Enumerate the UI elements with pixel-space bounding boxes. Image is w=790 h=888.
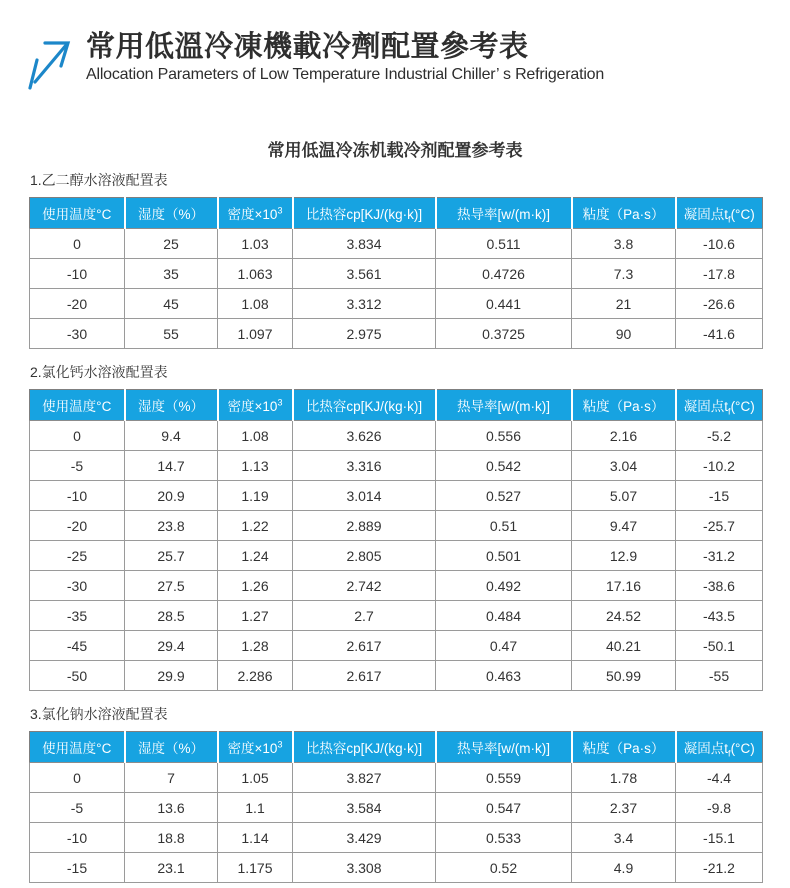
table-cell: 1.19 — [218, 481, 293, 511]
table-cell: 3.014 — [293, 481, 436, 511]
table-cell: -9.8 — [676, 793, 763, 823]
column-header: 热导率[w/(m·k)] — [436, 198, 572, 229]
table-cell: 0.441 — [436, 289, 572, 319]
table-cell: -15 — [30, 853, 125, 883]
table-cell: -25 — [30, 541, 125, 571]
table-cell: -41.6 — [676, 319, 763, 349]
table-row — [30, 853, 763, 883]
column-header: 比热容cp[KJ/(kg·k)] — [293, 390, 436, 421]
column-header: 使用温度°C — [30, 390, 125, 421]
table-cell: -30 — [30, 571, 125, 601]
table-cell: 14.7 — [125, 451, 218, 481]
table-cell: 0.4726 — [436, 259, 572, 289]
table-cell: 2.975 — [293, 319, 436, 349]
table-cell: 2.889 — [293, 511, 436, 541]
column-header: 比热容cp[KJ/(kg·k)] — [293, 732, 436, 763]
table-cell: 7 — [125, 763, 218, 793]
table-cell: 0.542 — [436, 451, 572, 481]
table-cell: 1.097 — [218, 319, 293, 349]
table-cell: 0.511 — [436, 229, 572, 259]
table-cell: 1.27 — [218, 601, 293, 631]
sections-container — [0, 170, 790, 883]
table-cell: -35 — [30, 601, 125, 631]
table-cell: 25 — [125, 229, 218, 259]
table-cell: -43.5 — [676, 601, 763, 631]
table-cell: 1.05 — [218, 763, 293, 793]
section-2 — [29, 362, 790, 691]
column-header: 湿度（%） — [125, 390, 218, 421]
section-1 — [29, 170, 790, 349]
table-cell: 18.8 — [125, 823, 218, 853]
table-cell: 1.22 — [218, 511, 293, 541]
page-subtitle: Allocation Parameters of Low Temperature Industrial Chiller’ s Refrigeration — [86, 66, 605, 83]
table-cell: 20.9 — [125, 481, 218, 511]
table-cell: 2.805 — [293, 541, 436, 571]
table-header-row — [30, 732, 763, 763]
table-cell: -38.6 — [676, 571, 763, 601]
table-cell: 25.7 — [125, 541, 218, 571]
header-text — [86, 30, 604, 84]
page-title: 常用低溫冷凍機載冷劑配置參考表 — [86, 31, 529, 63]
table-cell: -31.2 — [676, 541, 763, 571]
column-header: 粘度（Pa·s） — [572, 390, 676, 421]
table-cell: -55 — [676, 661, 763, 691]
table-cell: 1.13 — [218, 451, 293, 481]
table-cell: 3.8 — [572, 229, 676, 259]
table-cell: 29.9 — [125, 661, 218, 691]
table-cell: -10 — [30, 481, 125, 511]
table-cell: 0.559 — [436, 763, 572, 793]
table-cell: 1.24 — [218, 541, 293, 571]
column-header: 粘度（Pa·s） — [572, 198, 676, 229]
table-cell: 3.561 — [293, 259, 436, 289]
table-cell: 13.6 — [125, 793, 218, 823]
table-cell: 45 — [125, 289, 218, 319]
table-cell: 0.492 — [436, 571, 572, 601]
table-cell: 2.286 — [218, 661, 293, 691]
table-cell: 0.484 — [436, 601, 572, 631]
table-cell: -20 — [30, 511, 125, 541]
table-row — [30, 571, 763, 601]
table-cell: 3.834 — [293, 229, 436, 259]
column-header: 湿度（%） — [125, 732, 218, 763]
table-cell: 1.08 — [218, 289, 293, 319]
table-cell: 21 — [572, 289, 676, 319]
table-cell: 28.5 — [125, 601, 218, 631]
table-cell: 3.584 — [293, 793, 436, 823]
table-cell: 23.1 — [125, 853, 218, 883]
table-cell: 0.501 — [436, 541, 572, 571]
table-cell: -5 — [30, 451, 125, 481]
table-cell: -5.2 — [676, 421, 763, 451]
table-row — [30, 481, 763, 511]
table-row — [30, 421, 763, 451]
table-row — [30, 229, 763, 259]
table-row — [30, 601, 763, 631]
table-cell: -10 — [30, 259, 125, 289]
section-label: 3.氯化钠水溶液配置表 — [30, 706, 168, 722]
table-row — [30, 541, 763, 571]
table-cell: -21.2 — [676, 853, 763, 883]
table-cell: -4.4 — [676, 763, 763, 793]
table-cell: 4.9 — [572, 853, 676, 883]
column-header: 凝固点$t_f(^\circ C)$ — [676, 732, 763, 763]
table-cell: -50.1 — [676, 631, 763, 661]
table-cell: 3.429 — [293, 823, 436, 853]
table-cell: -25.7 — [676, 511, 763, 541]
table-cell: 3.308 — [293, 853, 436, 883]
table-cell: 2.742 — [293, 571, 436, 601]
column-header: 密度$\times 10^3$ — [218, 732, 293, 763]
table-cell: 0.547 — [436, 793, 572, 823]
table-cell: 2.617 — [293, 631, 436, 661]
table-cell: 9.47 — [572, 511, 676, 541]
table-cell: 0.463 — [436, 661, 572, 691]
table-row — [30, 289, 763, 319]
column-header: 密度$\times 10^3$ — [218, 390, 293, 421]
table-cell: 0 — [30, 763, 125, 793]
table-cell: 1.03 — [218, 229, 293, 259]
table-cell: 0.47 — [436, 631, 572, 661]
table-cell: 3.04 — [572, 451, 676, 481]
table-cell: 5.07 — [572, 481, 676, 511]
table-row — [30, 823, 763, 853]
table-cell: -26.6 — [676, 289, 763, 319]
table-cell: 2.16 — [572, 421, 676, 451]
table-cell: 0.52 — [436, 853, 572, 883]
table-row — [30, 793, 763, 823]
table-row — [30, 763, 763, 793]
parameter-table — [29, 731, 763, 883]
table-cell: 12.9 — [572, 541, 676, 571]
table-cell: -15.1 — [676, 823, 763, 853]
table-cell: 27.5 — [125, 571, 218, 601]
table-cell: 0.527 — [436, 481, 572, 511]
table-cell: 90 — [572, 319, 676, 349]
table-cell: 2.37 — [572, 793, 676, 823]
table-cell: -5 — [30, 793, 125, 823]
table-cell: -17.8 — [676, 259, 763, 289]
table-cell: -30 — [30, 319, 125, 349]
column-header: 使用温度°C — [30, 198, 125, 229]
table-cell: -45 — [30, 631, 125, 661]
table-cell: 1.28 — [218, 631, 293, 661]
table-cell: 9.4 — [125, 421, 218, 451]
table-cell: 1.08 — [218, 421, 293, 451]
table-row — [30, 661, 763, 691]
table-cell: 1.26 — [218, 571, 293, 601]
table-cell: -10.6 — [676, 229, 763, 259]
table-cell: 17.16 — [572, 571, 676, 601]
table-cell: 0 — [30, 229, 125, 259]
table-cell: -10 — [30, 823, 125, 853]
table-cell: 24.52 — [572, 601, 676, 631]
table-cell: -50 — [30, 661, 125, 691]
table-cell: 0.3725 — [436, 319, 572, 349]
table-row — [30, 631, 763, 661]
table-cell: 3.316 — [293, 451, 436, 481]
table-cell: 35 — [125, 259, 218, 289]
table-cell: 1.175 — [218, 853, 293, 883]
table-cell: 2.617 — [293, 661, 436, 691]
doc-title: 常用低温冷冻机载冷剂配置参考表 — [267, 141, 523, 160]
table-cell: 50.99 — [572, 661, 676, 691]
section-3 — [29, 704, 790, 883]
table-cell: 3.312 — [293, 289, 436, 319]
table-cell: 1.78 — [572, 763, 676, 793]
table-row — [30, 451, 763, 481]
table-cell: 0.533 — [436, 823, 572, 853]
table-cell: 1.063 — [218, 259, 293, 289]
table-row — [30, 259, 763, 289]
parameter-table — [29, 197, 763, 349]
header — [0, 0, 790, 90]
column-header: 热导率[w/(m·k)] — [436, 732, 572, 763]
table-cell: 2.7 — [293, 601, 436, 631]
section-label: 2.氯化钙水溶液配置表 — [30, 364, 168, 380]
table-cell: 29.4 — [125, 631, 218, 661]
table-header-row — [30, 198, 763, 229]
table-cell: 55 — [125, 319, 218, 349]
parameter-table — [29, 389, 763, 691]
column-header: 热导率[w/(m·k)] — [436, 390, 572, 421]
table-cell: 3.626 — [293, 421, 436, 451]
column-header: 使用温度°C — [30, 732, 125, 763]
column-header: 凝固点$t_f(^\circ C)$ — [676, 198, 763, 229]
column-header: 湿度（%） — [125, 198, 218, 229]
column-header: 粘度（Pa·s） — [572, 732, 676, 763]
table-cell: 40.21 — [572, 631, 676, 661]
table-cell: 0.51 — [436, 511, 572, 541]
table-cell: -15 — [676, 481, 763, 511]
table-cell: 7.3 — [572, 259, 676, 289]
table-cell: -20 — [30, 289, 125, 319]
table-cell: 1.1 — [218, 793, 293, 823]
table-row — [30, 319, 763, 349]
column-header: 密度$\times 10^3$ — [218, 198, 293, 229]
table-cell: 1.14 — [218, 823, 293, 853]
arrow-up-right-icon — [24, 34, 74, 90]
table-cell: 23.8 — [125, 511, 218, 541]
table-cell: 3.4 — [572, 823, 676, 853]
table-cell: 3.827 — [293, 763, 436, 793]
table-cell: -10.2 — [676, 451, 763, 481]
table-header-row — [30, 390, 763, 421]
section-label: 1.乙二醇水溶液配置表 — [30, 172, 168, 188]
table-cell: 0 — [30, 421, 125, 451]
column-header: 比热容cp[KJ/(kg·k)] — [293, 198, 436, 229]
column-header: 凝固点$t_f(^\circ C)$ — [676, 390, 763, 421]
table-row — [30, 511, 763, 541]
table-cell: 0.556 — [436, 421, 572, 451]
